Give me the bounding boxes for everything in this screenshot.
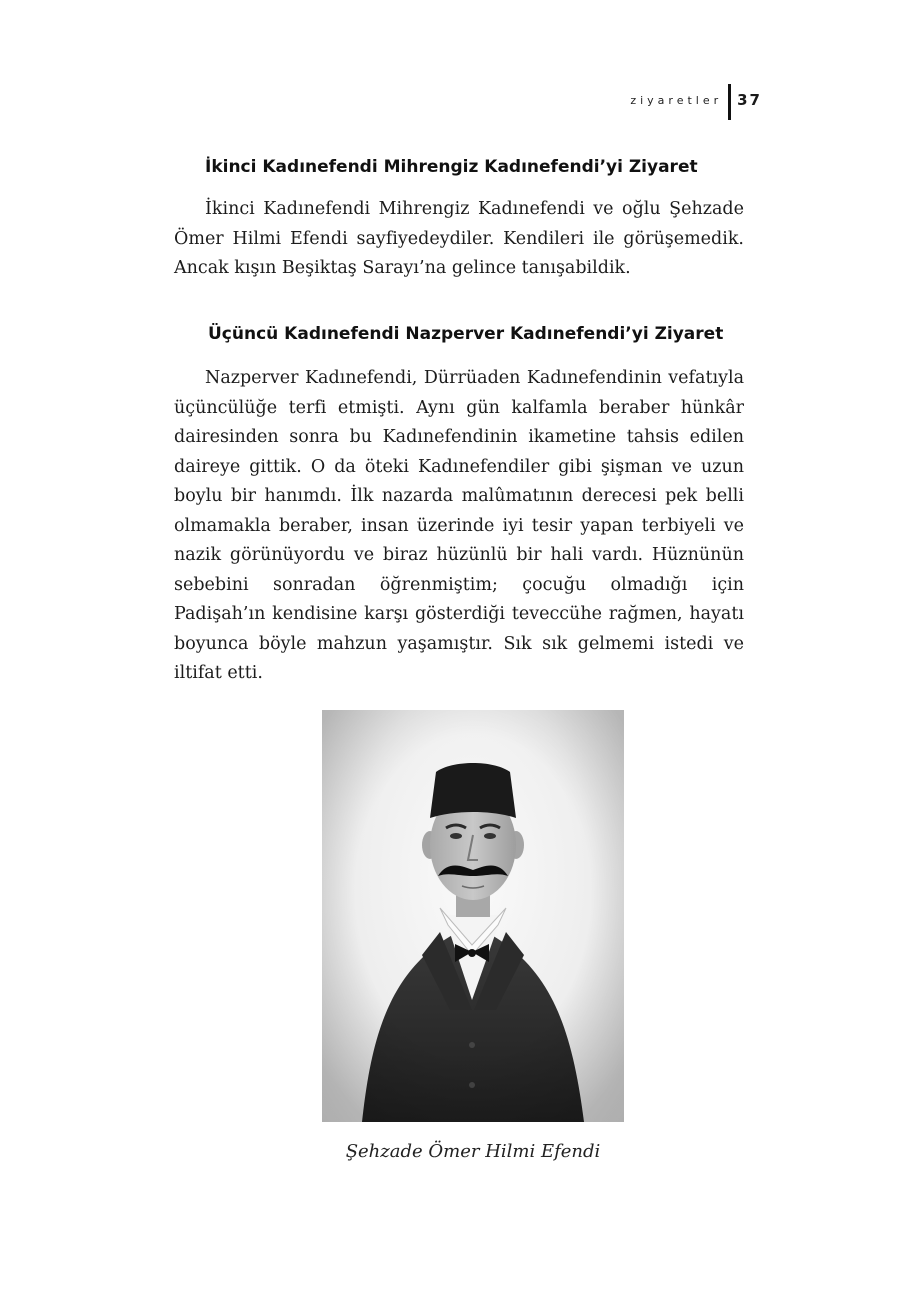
header-rule xyxy=(728,84,731,120)
paragraph-mihrengiz: İkinci Kadınefendi Mihrengiz Kadınefendi ve oğlu Şehzade Ömer Hilmi Efendi sayfiyedeydiler. Kendileri ile görüşemedik. Ancak kışın Beşiktaş Sarayı’na gelince tanışabildik. xyxy=(174,199,744,278)
portrait-photo xyxy=(322,710,624,1122)
page-number: 37 xyxy=(737,91,762,109)
running-header xyxy=(630,74,762,110)
running-title: ziyaretler xyxy=(630,94,723,107)
paragraph-nazperver: Nazperver Kadınefendi, Dürrüaden Kadınefendinin vefatıyla üçüncülüğe terfi etmişti. Aynı gün kalfamla beraber hünkâr dairesinden sonra bu Kadınefendinin ikametine tahsis edilen daireye gittik. O da öteki Kadınefendiler gibi şişman ve uzun boylu bir hanımdı. İlk nazarda malûmatının derecesi pek belli olmamakla beraber, insan üzerinde iyi tesir yapan terbiyeli ve nazik görünüyordu ve biraz hüzünlü bir hali vardı. Hüznünün sebebini sonradan öğrenmiştim; çocuğu olmadığı için Padişah’ın kendisine karşı gösterdiği teveccühe rağmen, hayatı boyunca böyle mahzun yaşamıştır. Sık sık gelmemi istedi ve iltifat etti. xyxy=(174,368,744,683)
photo-caption: Şehzade Ömer Hilmi Efendi xyxy=(345,1141,601,1162)
section-heading-mihrengiz: İkinci Kadınefendi Mihrengiz Kadınefendi’yi Ziyaret xyxy=(205,157,698,177)
section-heading-nazperver: Üçüncü Kadınefendi Nazperver Kadınefendi’yi Ziyaret xyxy=(208,324,724,344)
